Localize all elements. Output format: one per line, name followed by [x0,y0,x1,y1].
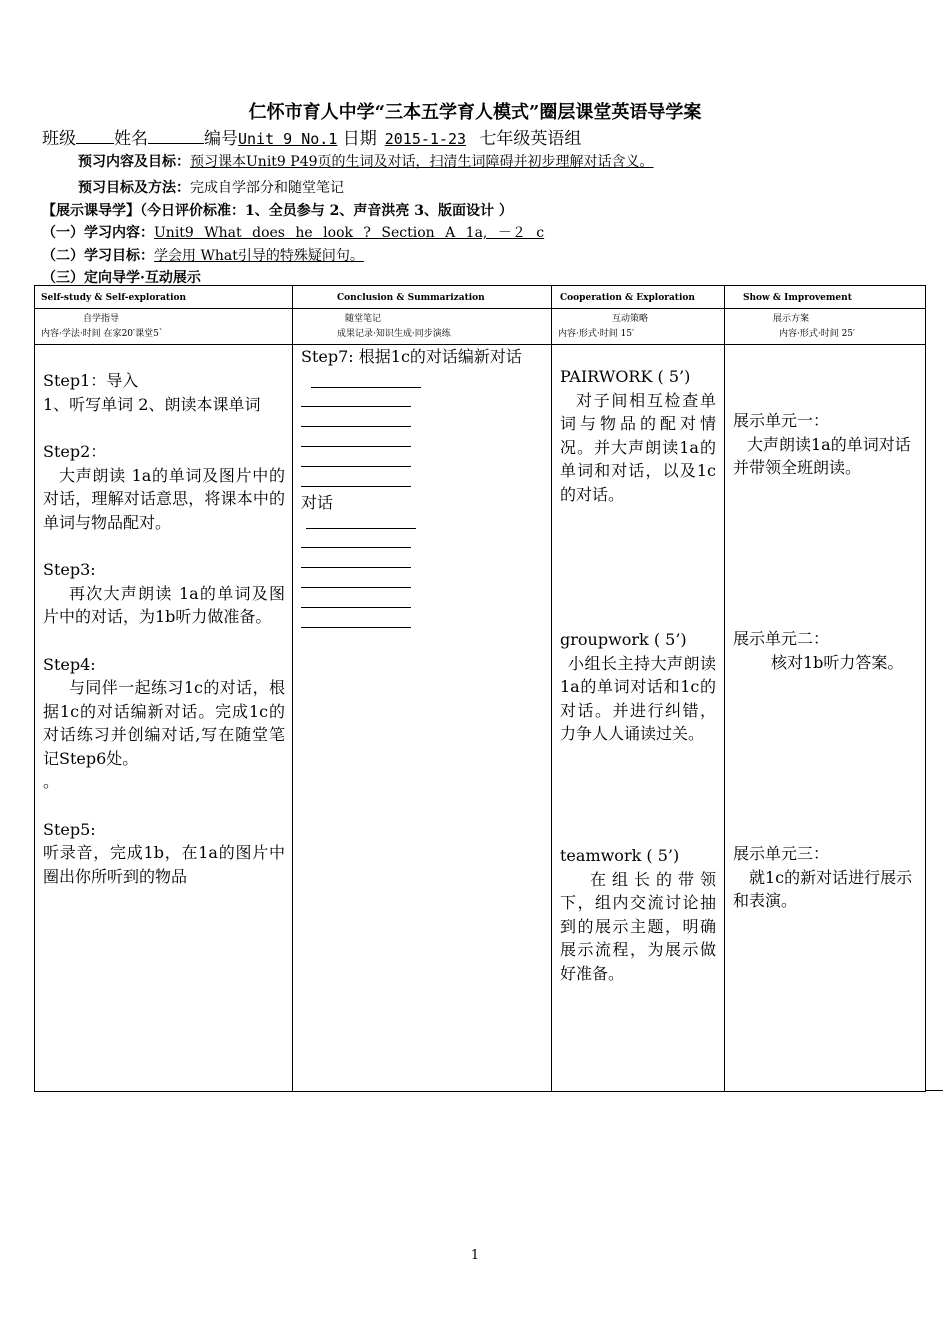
note-line[interactable] [301,627,411,628]
preview-method-label: 预习目标及方法： [78,180,190,196]
study-goal-value: 学会用 What引导的特殊疑问句。 [154,248,364,264]
note-lines-3 [301,528,416,529]
groupwork-block [560,628,716,746]
sub-desc-show: 内容·形式·时间 25′ [779,329,856,339]
sub-cooperation [552,309,725,345]
preview-content-value: 预习课本Unit9 P49页的生词及对话，扫清生词障碍并初步理解对话含义。 [190,154,654,170]
pairwork-body: 对子间相互检查单词与物品的配对情况。并大声朗读1a的单词和对话，以及1c的对话。 [560,390,716,504]
preview-content-label: 预习内容及目标： [78,154,190,170]
note-lines-1 [301,387,421,388]
info-row [42,124,581,149]
preview-content-row [78,151,654,171]
step2-title: Step2： [43,442,107,461]
class-label: 班级 [42,129,76,149]
name-label: 姓名 [114,129,148,149]
step3-body: 再次大声朗读 1a的单词及图片中的对话，为1b听力做准备。 [43,583,285,626]
step1-body: 1、听写单词 2、朗读本课单词 [43,394,261,414]
cooperation-cell [552,345,725,1092]
note-line[interactable] [301,567,411,568]
teamwork-body: 在组长的带领下，组内交流讨论抽到的展示主题，明确展示流程，为展示做好准备。 [560,869,716,983]
step7-text: Step7: 根据1c的对话编新对话 [301,347,522,366]
note-line[interactable] [301,406,411,407]
sub-desc-conclusion: 成果记录·知识生成·同步演练 [337,329,451,339]
note-line[interactable] [301,426,411,427]
note-line[interactable] [311,387,421,388]
sub-desc-self-study: 内容·学法·时间 在家20′课堂5` [41,329,164,339]
note-line[interactable] [301,446,411,447]
lesson-table [34,285,926,1092]
step4-tail: 。 [43,772,60,791]
sub-self-study [35,309,293,345]
step4-body: 与同伴一起练习1c的对话，根据1c的对话编新对话。完成1c的对话练习并创编对话,写在随堂笔记Step6处。 [43,678,285,768]
self-study-content [43,369,285,888]
header-show: Show & Improvement [725,286,926,309]
pairwork-block [560,365,716,506]
show-unit1-block [733,409,919,480]
step1-title: Step1：导入 [43,371,139,390]
note-line[interactable] [301,466,411,467]
note-line[interactable] [306,528,416,529]
group-label: 七年级英语组 [479,129,582,149]
preview-method-value: 完成自学部分和随堂笔记 [190,180,344,196]
teamwork-title: teamwork ( 5’) [560,846,680,865]
header-conclusion: Conclusion & Summarization [293,286,552,309]
step3-title: Step3: [43,560,96,579]
show-unit3-body: 就1c的新对话进行展示和表演。 [733,867,913,910]
show-unit1-body: 大声朗读1a的单词对话并带领全班朗读。 [733,434,911,477]
sub-show [725,309,926,345]
study-goal-row [42,245,654,265]
name-blank[interactable] [148,127,204,144]
study-content-label: （一）学习内容： [42,225,154,241]
step5-body: 听录音，完成1b，在1a的图片中圈出你所听到的物品 [43,843,285,886]
show-unit1-title: 展示单元一： [733,411,830,430]
notes-cell [293,345,552,1092]
show-standard-line: 【展示课导学】（今日评价标准：1、全员参与 2、声音洪亮 3、版面设计 ） [42,203,513,219]
teamwork-block [560,844,716,985]
subheader-row [35,309,926,345]
class-blank[interactable] [76,127,114,144]
header-self-study: Self-study & Self-exploration [35,286,293,309]
dialog-label: 对话 [301,492,334,512]
show-unit3-block [733,842,919,913]
sub-title-self-study: 自学指导 [83,314,120,324]
guide-label: （三）定向导学·互动展示 [42,270,201,286]
note-lines-4 [301,547,411,628]
study-goal-label: （二）学习目标： [42,248,154,264]
show-unit3-title: 展示单元三： [733,844,830,863]
table-edge-line [925,1090,943,1091]
step5-title: Step5: [43,819,96,839]
study-content-row [42,222,594,242]
note-line[interactable] [301,587,411,588]
sub-conclusion [293,309,552,345]
pairwork-title: PAIRWORK ( 5’) [560,367,691,386]
groupwork-body: 小组长主持大声朗读 1a的单词对话和1c的对话。并进行纠错，力争人人诵读过关。 [560,653,716,743]
self-study-cell [35,345,293,1092]
study-content-value: Unit9 What does he look ? Section A 1a, －２ c [154,225,545,241]
date-value: 2015-1-23 [384,130,467,148]
show-cell [725,345,926,1092]
sub-title-conclusion: 随堂笔记 [345,314,382,324]
step4-title: Step4: [43,654,96,674]
note-lines-2 [301,406,411,487]
notes-content [301,345,547,647]
sub-desc-cooperation: 内容·形式·时间 15′ [558,329,635,339]
page-number: 1 [470,1248,480,1263]
note-line[interactable] [301,486,411,487]
body-row [35,345,926,1092]
header-row [35,286,926,309]
note-line[interactable] [301,607,411,608]
note-line[interactable] [301,547,411,548]
number-value: Unit 9 No.1 [238,130,338,148]
document-title: 仁怀市育人中学“三本五学育人模式”圈层课堂英语导学案 [248,102,702,123]
show-unit2-title: 展示单元二： [733,629,830,648]
step2-body: 大声朗读 1a的单词及图片中的对话，理解对话意思，将课本中的单词与物品配对。 [43,465,285,532]
sub-title-show: 展示方案 [773,314,810,324]
preview-method-row [78,177,344,197]
show-unit2-body: 核对1b听力答案。 [771,652,904,672]
groupwork-title: groupwork ( 5’) [560,630,687,649]
show-unit2-block [733,627,919,674]
sub-title-cooperation: 互动策略 [612,314,649,324]
header-cooperation: Cooperation & Exploration [552,286,725,309]
number-label: 编号 [204,129,238,149]
date-label: 日期 [342,129,377,149]
